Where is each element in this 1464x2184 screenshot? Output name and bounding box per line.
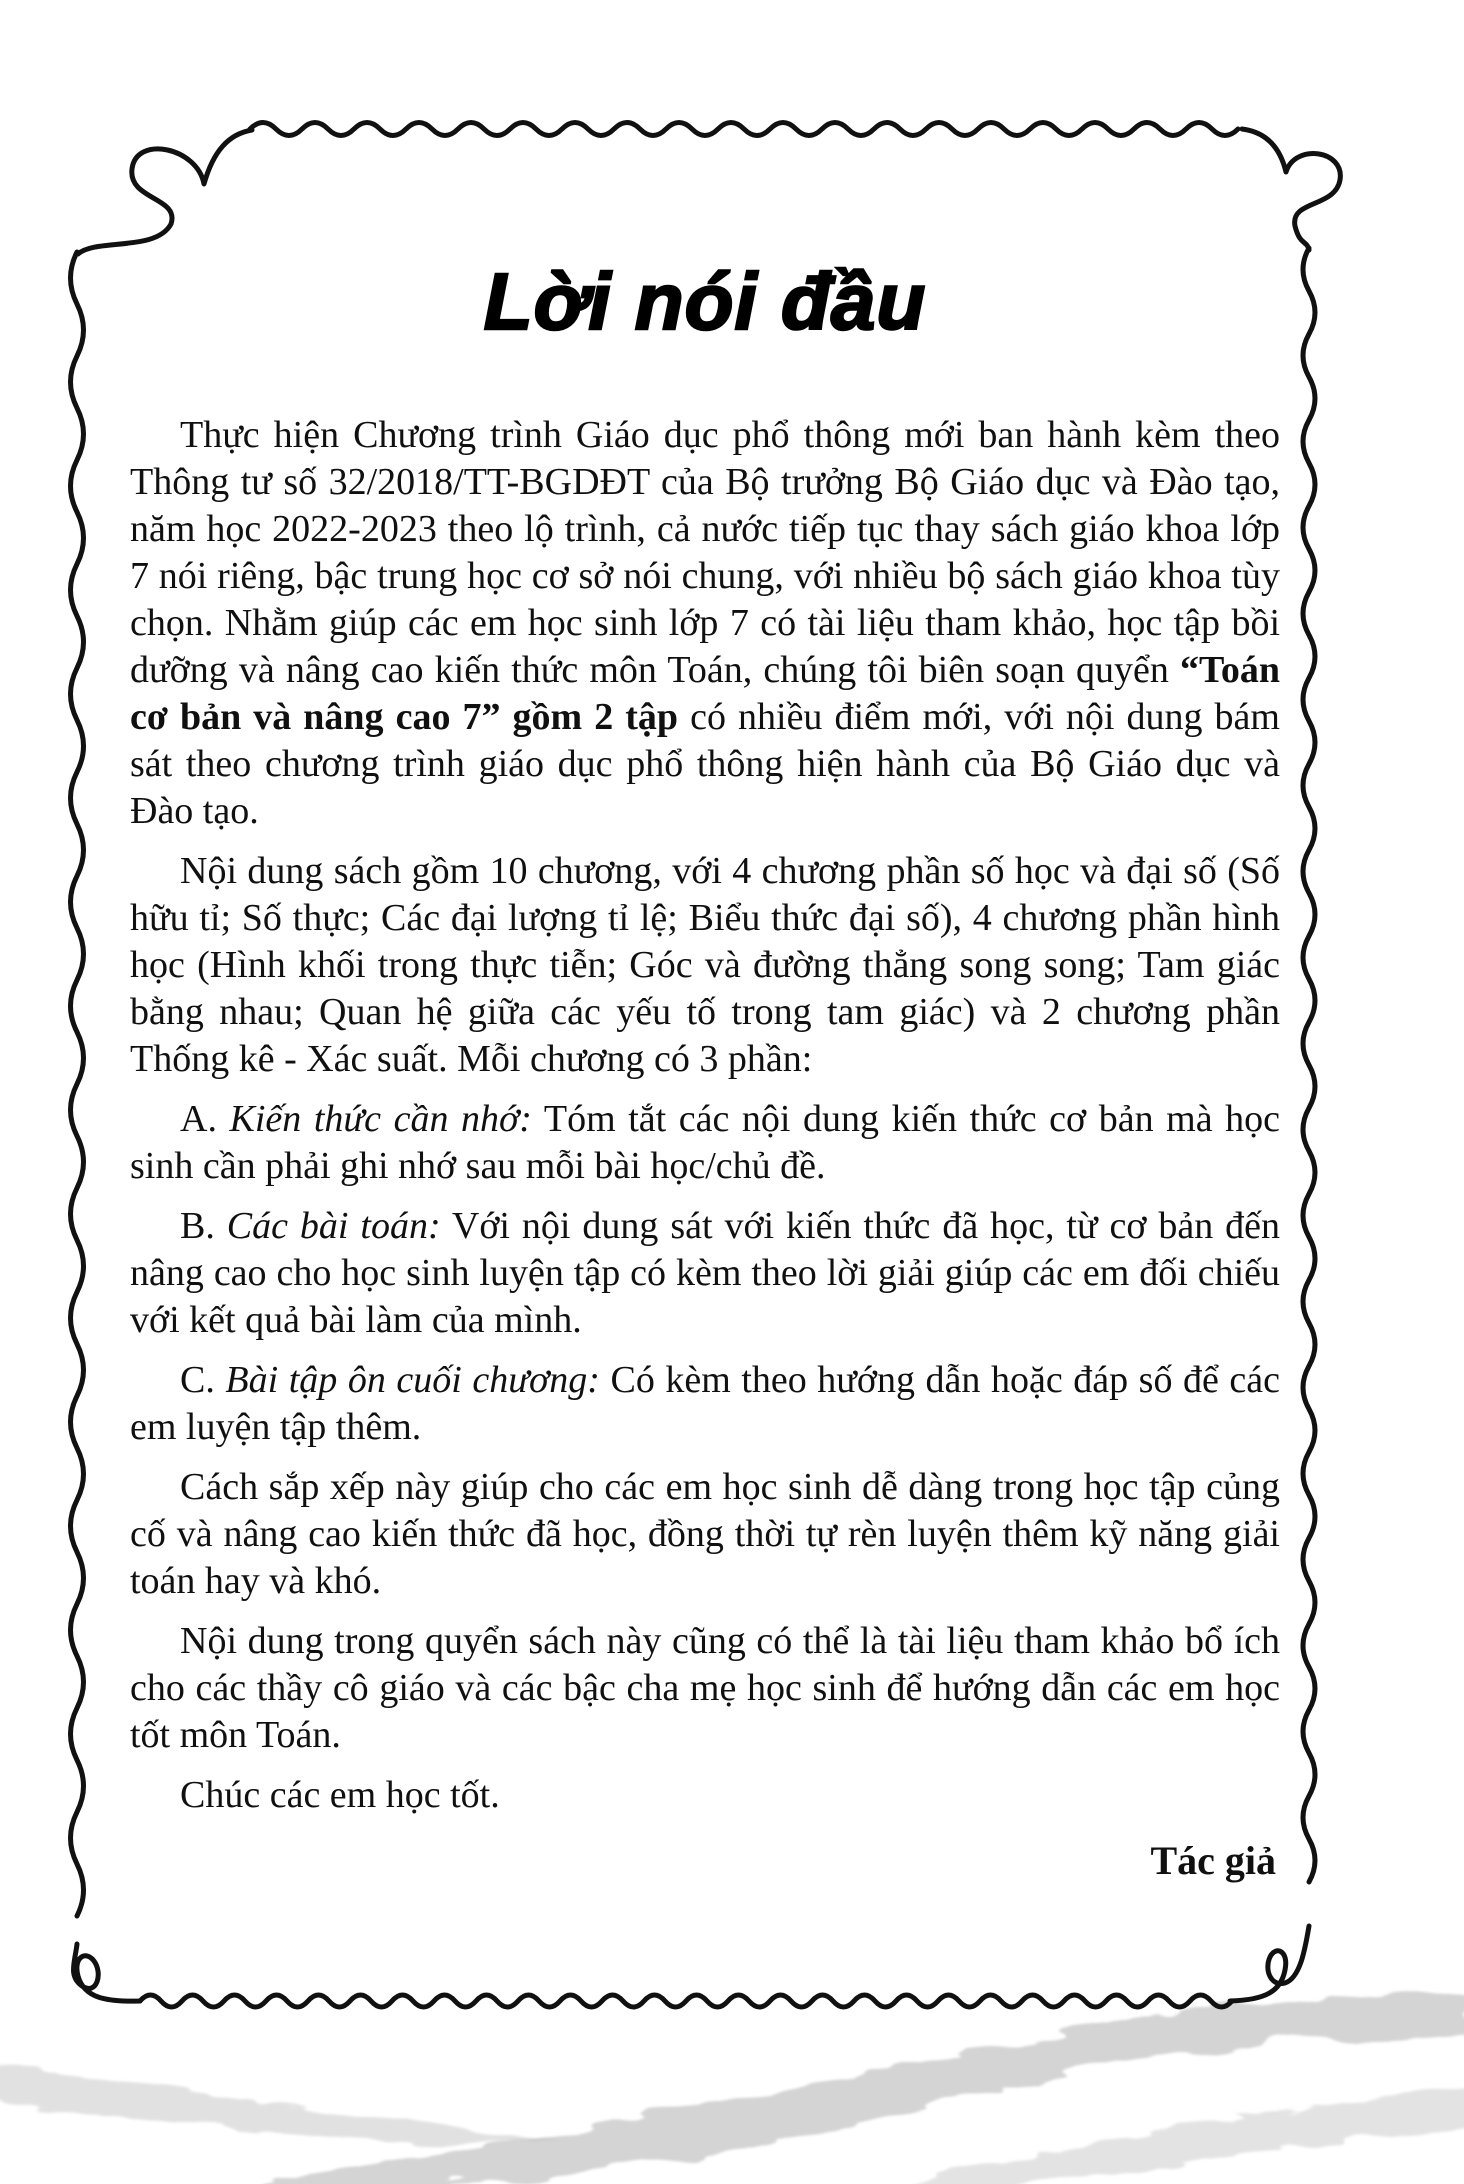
paragraph-closing: Chúc các em học tốt. — [180, 1774, 500, 1816]
paragraph-reference: Nội dung trong quyển sách này cũng có thể là tài liệu tham khảo bổ ích cho các thầy cô giáo và các bậc cha mẹ học sinh để hướng dẫn các em học tốt môn Toán. — [130, 1620, 1280, 1756]
paragraph-contents: Nội dung sách gồm 10 chương, với 4 chương phần số học và đại số (Số hữu tỉ; Số thực; Các đại lượng tỉ lệ; Biểu thức đại số), 4 chương phần hình học (Hình khối trong thực tiễn; Góc và đường thẳng song song; Tam giác bằng nhau; Quan hệ giữa các yếu tố trong tam giác) và 2 chương phần Thống kê - Xác suất. Mỗi chương có 3 phần: — [130, 850, 1280, 1080]
pencil-wave-decoration — [0, 1995, 1464, 2184]
pencil-band-lower-right — [900, 2086, 1464, 2184]
border-corner-bottom-right — [1230, 1926, 1309, 2001]
section-b-text: Với nội dung sát với kiến thức đã học, từ cơ bản đến nâng cao cho học sinh luyện tập có kèm theo lời giải giúp các em đối chiếu với kết quả bài làm của mình. — [130, 1205, 1281, 1341]
section-b-label: B. — [180, 1205, 215, 1247]
pencil-band-left — [0, 2064, 560, 2141]
section-c-lead: Bài tập ôn cuối chương: — [225, 1359, 600, 1401]
section-a-lead: Kiến thức cần nhớ: — [229, 1098, 532, 1140]
paragraph-arrangement: Cách sắp xếp này giúp cho các em học sinh dễ dàng trong học tập củng cố và nâng cao kiến thức đã học, đồng thời tự rèn luyện thêm kỹ năng giải toán hay và khó. — [130, 1466, 1280, 1602]
section-c-label: C. — [180, 1359, 215, 1401]
intro-text-after-bold: có nhiều điểm mới, với nội dung bám sát theo chương trình giáo dục phổ thông hiện hành của Bộ Giáo dục và Đào tạo. — [130, 696, 1280, 832]
paragraph-intro — [130, 412, 1280, 835]
section-item-b — [130, 1203, 1280, 1344]
book-title-bold-run: “Toán cơ bản và nâng cao 7” gồm 2 tập — [130, 649, 1280, 738]
section-item-c — [130, 1357, 1280, 1451]
section-a-text: Tóm tắt các nội dung kiến thức cơ bản mà học sinh cần phải ghi nhớ sau mỗi bài học/chủ đề. — [130, 1098, 1281, 1187]
pencil-band-main — [240, 1995, 1464, 2184]
border-right-wave — [1303, 248, 1315, 1882]
section-b-lead: Các bài toán: — [226, 1205, 441, 1247]
section-item-a — [130, 1096, 1280, 1190]
author-signature: Tác giả — [1150, 1838, 1276, 1883]
page-content — [130, 0, 1280, 1884]
border-bottom-wave — [140, 1995, 1232, 2007]
section-c-text: Có kèm theo hướng dẫn hoặc đáp số để các em luyện tập thêm. — [130, 1359, 1281, 1448]
section-a-label: A. — [180, 1098, 217, 1140]
intro-text-before-bold: Thực hiện Chương trình Giáo dục phổ thông mới ban hành kèm theo Thông tư số 32/2018/TT-BGDĐT của Bộ trưởng Bộ Giáo dục và Đào tạo, năm học 2022-2023 theo lộ trình, cả nước tiếp tục thay sách giáo khoa lớp 7 nói riêng, bậc trung học cơ sở nói chung, với nhiều bộ sách giáo khoa tùy chọn. Nhằm giúp các em học sinh lớp 7 có tài liệu tham khảo, học tập bồi dưỡng và nâng cao kiến thức môn Toán, chúng tôi biên soạn quyển — [130, 414, 1280, 691]
page-title: Lời nói đầu — [483, 257, 927, 346]
border-corner-bottom-left — [73, 1944, 140, 2001]
border-left-wave — [71, 252, 84, 1916]
